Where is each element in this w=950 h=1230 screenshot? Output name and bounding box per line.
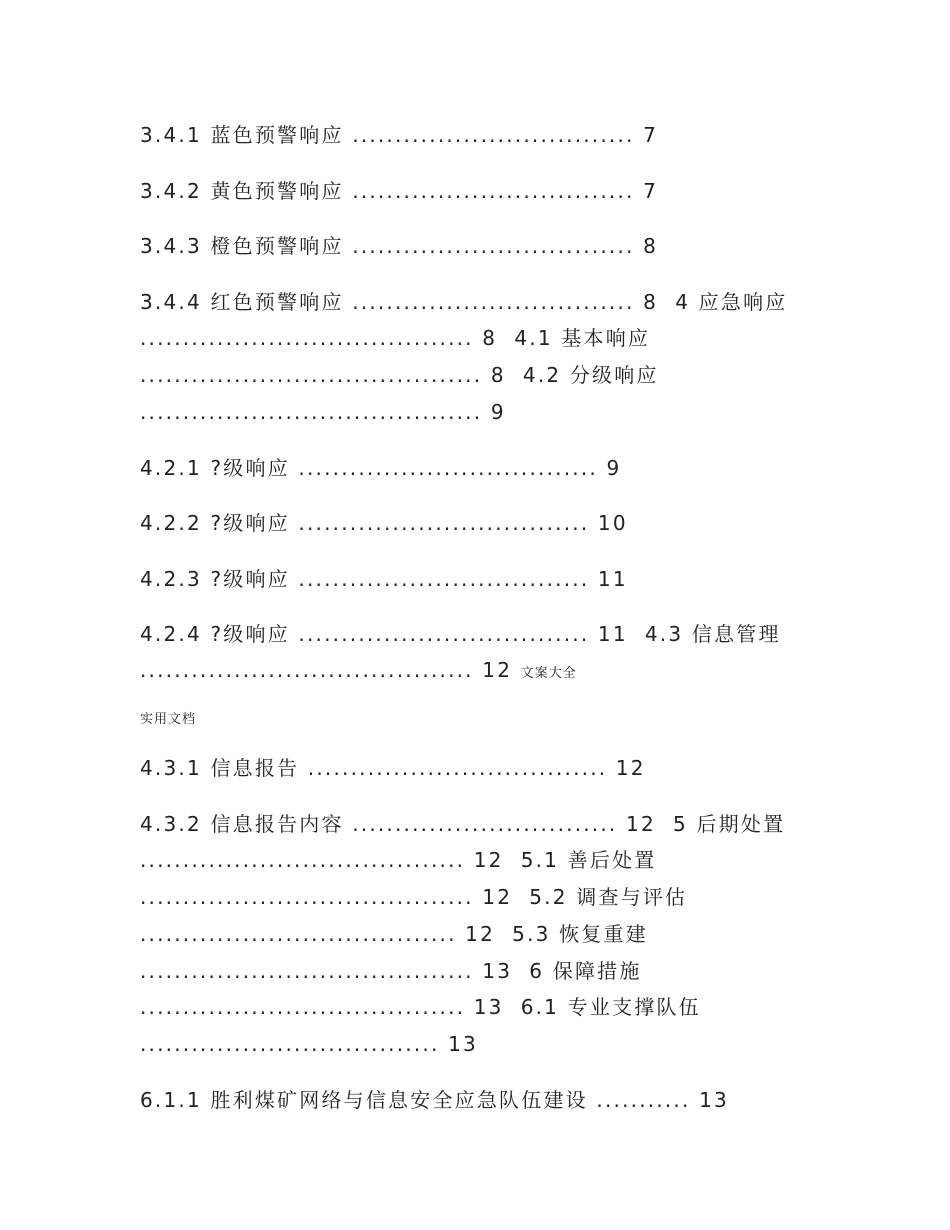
toc-entry-6-1-1: 6.1.1 胜利煤矿网络与信息安全应急队伍建设 ........... 13 bbox=[140, 1088, 729, 1112]
toc-entry-4-3-2: 4.3.2 信息报告内容 ............................... 12 5 后期处置 bbox=[140, 812, 786, 836]
toc-entry-3-4-3: 3.4.3 橙色预警响应 ................................. 8 bbox=[140, 234, 659, 258]
toc-entry-4-2-4: 4.2.4 ?级响应 .................................. 11 4.3 信息管理 bbox=[140, 622, 781, 646]
toc-entry-4-2-3: 4.2.3 ?级响应 .................................. 11 bbox=[140, 567, 628, 591]
toc-entry-continued bbox=[140, 656, 577, 688]
toc-entry-4-3-1: 4.3.1 信息报告 ................................... 12 bbox=[140, 756, 646, 780]
toc-entry-continued: ....................................... 12 5.2 调查与评估 bbox=[140, 885, 688, 909]
toc-entry-3-4-1: 3.4.1 蓝色预警响应 ................................. 7 bbox=[140, 123, 659, 147]
toc-entry-continued: ....................................... 8 4.1 基本响应 bbox=[140, 326, 651, 350]
toc-entry-3-4-4: 3.4.4 红色预警响应 ................................. 8 4 应急响应 bbox=[140, 290, 788, 314]
toc-entry-continued: ..................................... 12 5.3 恢复重建 bbox=[140, 922, 648, 946]
watermark-tag: 文案大全 bbox=[520, 666, 577, 681]
toc-entry-continued: ...................................... 12 5.1 善后处置 bbox=[140, 848, 657, 872]
toc-entry-continued: ........................................ 8 4.2 分级响应 bbox=[140, 363, 659, 387]
toc-entry-3-4-2: 3.4.2 黄色预警响应 ................................. 7 bbox=[140, 179, 659, 203]
toc-entry-continued: ................................... 13 bbox=[140, 1032, 478, 1056]
toc-entry-continued: ...................................... 13 6.1 专业支撑队伍 bbox=[140, 995, 701, 1019]
toc-entry-continued: ....................................... 13 6 保障措施 bbox=[140, 959, 642, 983]
page-footer-label: 实用文档 bbox=[140, 712, 197, 727]
toc-entry-4-2-1: 4.2.1 ?级响应 ................................... 9 bbox=[140, 456, 622, 480]
toc-entry-4-2-2: 4.2.2 ?级响应 .................................. 10 bbox=[140, 511, 628, 535]
toc-dots: ....................................... 12 bbox=[140, 658, 513, 682]
toc-entry-continued: ........................................ 9 bbox=[140, 400, 506, 424]
